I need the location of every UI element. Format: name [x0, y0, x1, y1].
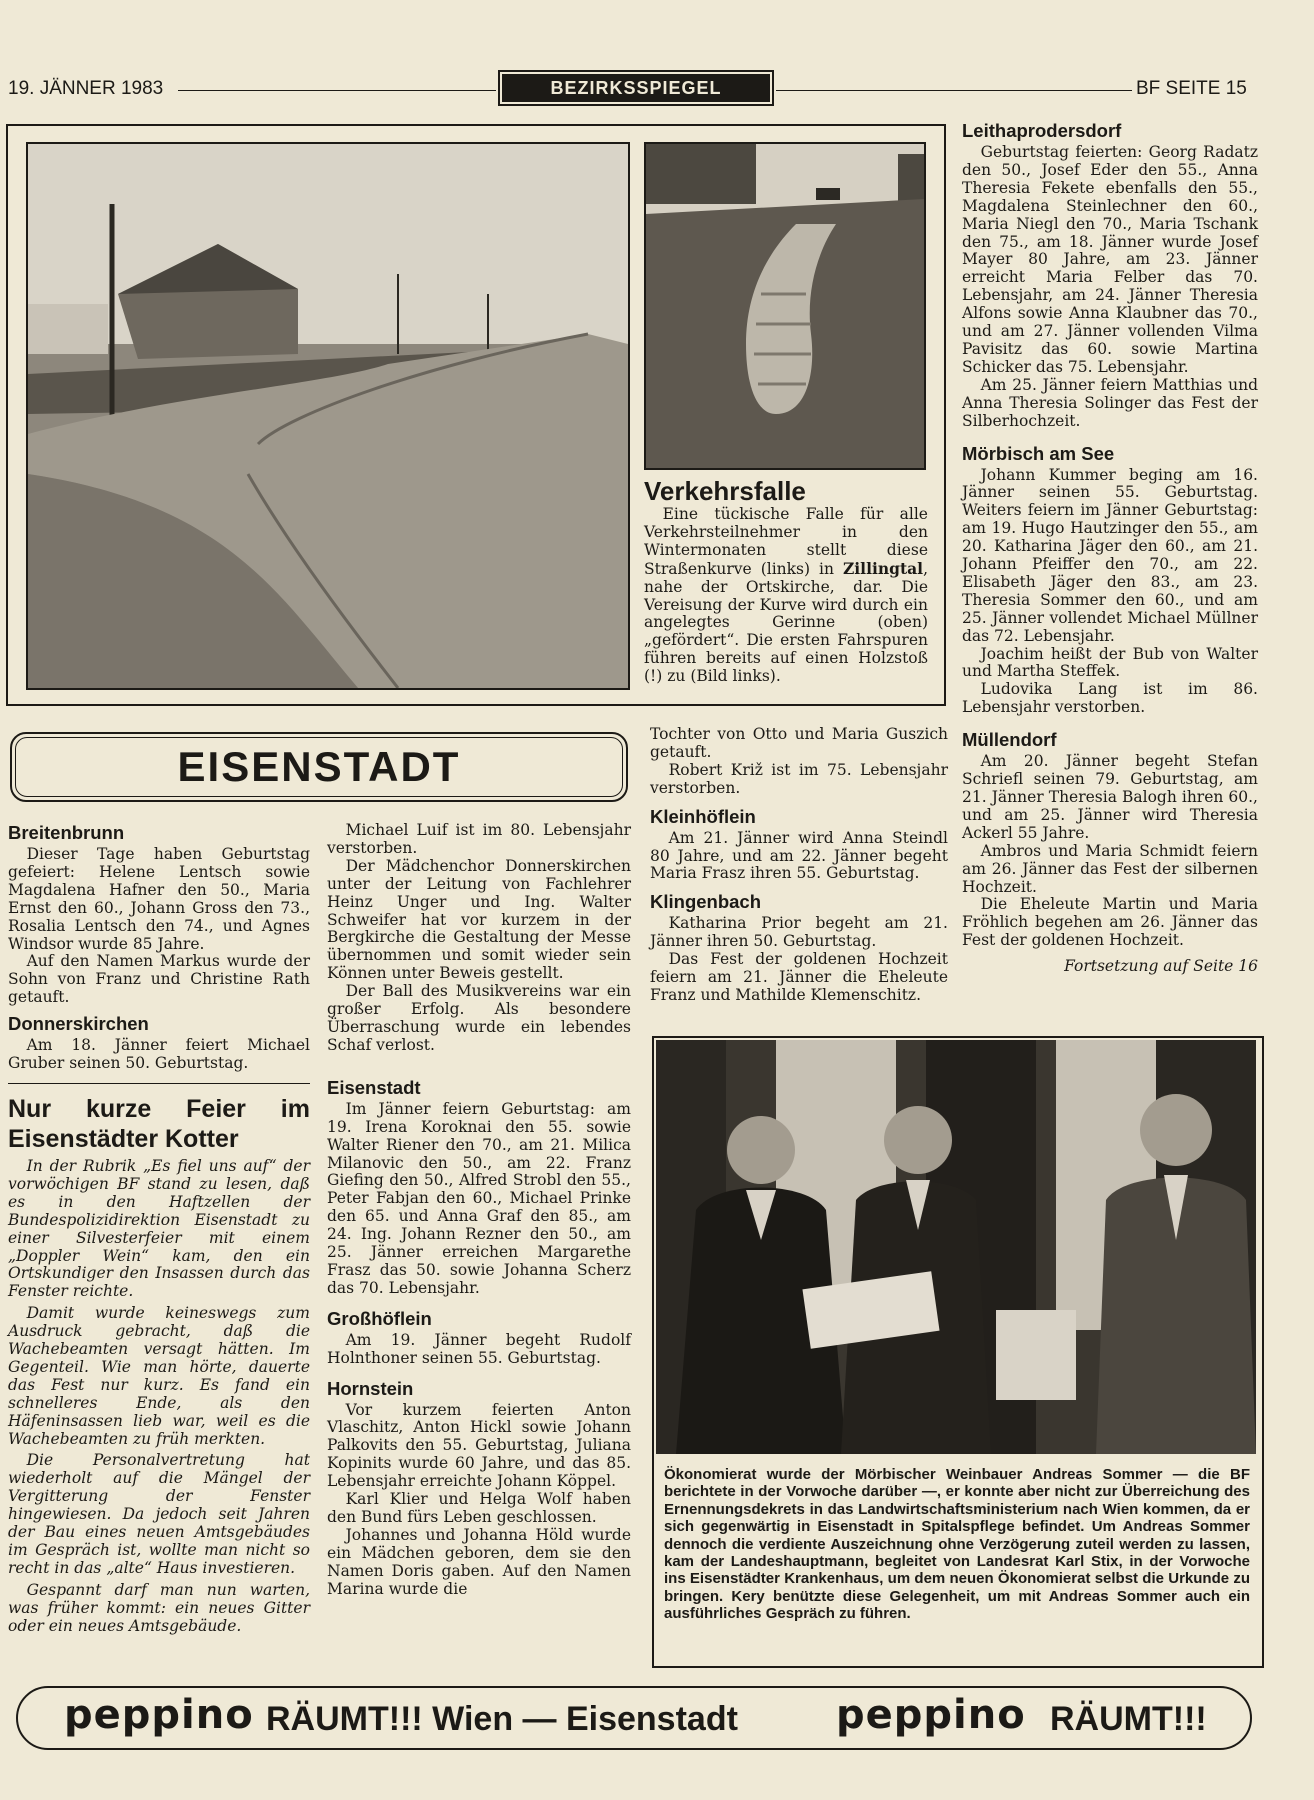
verkehrsfalle-body-1: Eine tückische Falle für alle Verkehrsteilnehmer in den Wintermonaten stellt diese Straßenkurve (links) in	[644, 505, 928, 578]
verkehrsfalle-place: Zillingtal	[842, 558, 924, 578]
gully-photo	[644, 142, 926, 470]
hornstein-paragraph-2: Karl Klier und Helga Wolf haben den Bund fürs Leben geschlossen.	[327, 1490, 631, 1526]
header-rule-left	[178, 90, 496, 91]
ad-brand-logo-left: peppino	[64, 1692, 254, 1738]
column-3	[650, 726, 948, 1005]
muellendorf-heading: Müllendorf	[962, 729, 1057, 751]
breitenbrunn-paragraph-2: Auf den Namen Markus wurde der Sohn von Franz und Christine Rath getauft.	[8, 952, 310, 1007]
eisenstadt-band-title: EISENSTADT	[15, 737, 623, 797]
ad-text-right: RÄUMT!!!	[1050, 1700, 1207, 1738]
hornstein-paragraph-1: Vor kurzem feierten Anton Vlaschitz, Anton Hickl sowie Johann Palkovits den 55. Geburtstag, Juliana Kopinits wurde 60 Jahre, und das 85. Lebensjahr erreichte Johann Köppel.	[327, 1400, 631, 1491]
ad-text-left: RÄUMT!!! Wien — Eisenstadt	[266, 1700, 738, 1738]
award-image	[656, 1040, 1256, 1454]
grosshoeflein-heading: Großhöflein	[327, 1307, 432, 1329]
column-1-divider	[8, 1083, 310, 1084]
award-photo-caption: Ökonomierat wurde der Mörbischer Weinbauer Andreas Sommer — die BF berichtete in der Vorwoche darüber —, er konnte aber nicht zur Überreichung des Ernennungsdekrets in das Landwirtschaftsministerium nach Wien kommen, da er sich gegenwärtig in Eisenstadt in Spitalspflege befindet. Um Andreas Sommer dennoch die verdiente Auszeichnung ohne Verzögerung zuteil werden zu lassen, kam der Landeshauptmann, begleitet von Landesrat Karl Stix, in der Vorwoche ins Eisenstädter Krankenhaus, um dem neuen Ökonomierat selbst die Urkunde zu bringen. Kery benützte diese Gelegenheit, um mit Andreas Sommer auch ein ausführliches Gespräch zu führen.	[664, 1466, 1250, 1623]
continued-note: Fortsetzung auf Seite 16	[1064, 957, 1258, 976]
moerbisch-heading: Mörbisch am See	[962, 442, 1115, 464]
award-photo	[656, 1040, 1256, 1454]
kotter-paragraph-3: Die Personalvertretung hat wiederholt auf die Mängel der Vergitterung der Fenster hingewiesen. Da jedoch seit Jahren der Bau eines neuen Amtsgebäudes im Gespräch ist, wollte man nicht so recht in das „alte“ Haus investieren.	[8, 1451, 310, 1577]
hornstein-paragraph-3: Johannes und Johanna Höld wurde ein Mädchen geboren, dem sie den Namen Doris gaben. Auf den Namen Marina wurde die	[327, 1525, 631, 1598]
klingenbach-paragraph-2: Das Fest der goldenen Hochzeit feiern am 21. Jänner die Eheleute Franz und Mathilde Klemenschitz.	[650, 950, 948, 1004]
chor-paragraph: Der Mädchenchor Donnerskirchen unter der Leitung von Fachlehrer Heinz Unger und Ing. Walter Schweifer hat vor kurzem in der Bergkirche die Gestaltung der Messe übernommen und somit wieder sein Können unter Beweis gestellt.	[327, 856, 631, 983]
verkehrsfalle-body-2: , nahe der Ortskirche, dar. Die Vereisung der Kurve wird durch ein angelegtes Gerinne (oben) „gefördert“. Die ersten Fahrspuren führen bereits auf einen Holzstoß (!) zu (Bild links).	[644, 559, 928, 686]
kleinhoeflein-paragraph: Am 21. Jänner wird Anna Steindl 80 Jahre, und am 22. Jänner begeht Maria Frasz ihren 55. Geburtstag.	[650, 828, 948, 883]
moerbisch-paragraph-1: Johann Kummer beging am 16. Jänner seinen 55. Geburtstag. Weiters feiern im Jänner Geburtstag: am 19. Hugo Hautzinger den 55., am 20. Katharina Jäger den 60., am 21. Johann Pfeiffer den 70., am 22. Elisabeth Jäger den 83., am 23. Theresia Sommer den 60., und am 25. Jänner vollendet Michael Müllner das 72. Lebensjahr.	[962, 465, 1258, 645]
muellendorf-paragraph-1: Am 20. Jänner begeht Stefan Schriefl seinen 79. Geburtstag, am 21. Jänner Theresia Balogh ihren 60., und am 25. Jänner wird Theresia Ackerl 55 Jahre.	[962, 752, 1258, 842]
column-1	[8, 822, 310, 1636]
luif-paragraph: Michael Luif ist im 80. Lebensjahr verstorben.	[327, 821, 631, 857]
breitenbrunn-paragraph-1: Dieser Tage haben Geburtstag gefeiert: Helene Lentsch sowie Magdalena Hafner den 50., Maria Ernst den 60., Johann Gross den 73., Rosalia Lentsch den 74., und Agnes Windsor wurde 85 Jahre.	[8, 845, 310, 953]
ball-paragraph: Der Ball des Musikvereins war ein großer Erfolg. Als besondere Überraschung wurde ein lebendes Schaf verlost.	[327, 982, 631, 1054]
verkehrsfalle-title: Verkehrsfalle	[644, 476, 806, 506]
leitha-heading: Leithaprodersdorf	[962, 120, 1122, 141]
leitha-paragraph-2: Am 25. Jänner feiern Matthias und Anna Theresia Solinger das Fest der Silberhochzeit.	[962, 375, 1258, 430]
tochter-paragraph: Tochter von Otto und Maria Guszich getauft.	[650, 725, 948, 761]
kotter-paragraph-2: Damit wurde keineswegs zum Ausdruck gebracht, daß die Wachebeamten versagt hätten. Im Gegenteil. Wie man hörte, dauerte das Fest nur kurz. Es fand ein schnelleres Ende, als den Häfeninsassen lieb war, weil es die Wachebeamten zu früh merkten.	[8, 1304, 310, 1448]
donnerskirchen-heading: Donnerskirchen	[8, 1013, 149, 1035]
donnerskirchen-paragraph: Am 18. Jänner feiert Michael Gruber seinen 50. Geburtstag.	[8, 1036, 310, 1073]
ad-brand-logo-right: peppino	[836, 1692, 1026, 1738]
gully-image	[646, 144, 924, 468]
leitha-paragraph-1: Geburtstag feierten: Georg Radatz den 50., Josef Eder den 55., Anna Theresia Fekete ebenfalls den 55., Magdalena Steinlechner den 60., Maria Niegl den 70., Maria Tschank den 75., am 18. Jänner wurde Josef Mayer 80 Jahre, am 23. Jänner erreicht Maria Felber das 70. Lebensjahr, am 24. Jänner Theresia Alfons sowie Anna Klaubner das 70., und am 27. Jänner vollenden Vilma Pavisitz das 60. sowie Martina Schicker das 75. Lebensjahr.	[962, 143, 1258, 376]
column-2	[327, 822, 631, 1599]
klingenbach-paragraph-1: Katharina Prior begeht am 21. Jänner ihren 50. Geburtstag.	[650, 914, 948, 951]
grosshoeflein-paragraph: Am 19. Jänner begeht Rudolf Holnthoner seinen 55. Geburtstag.	[327, 1330, 631, 1367]
peppino-ad	[16, 1686, 1252, 1750]
kotter-headline: Nur kurze Feier im Eisenstädter Kotter	[8, 1094, 310, 1153]
header-rule-right	[776, 90, 1132, 91]
column-4	[962, 120, 1258, 976]
moerbisch-paragraph-3: Ludovika Lang ist im 86. Lebensjahr verstorben.	[962, 680, 1258, 717]
eisenstadt-band	[10, 732, 628, 802]
issue-date: 19. JÄNNER 1983	[8, 78, 164, 99]
hornstein-heading: Hornstein	[327, 1377, 414, 1399]
road-curve-image	[28, 144, 628, 688]
breitenbrunn-heading: Breitenbrunn	[8, 822, 125, 843]
section-title: BEZIRKSSPIEGEL	[502, 74, 770, 102]
eisenstadt-paragraph: Im Jänner feiern Geburtstag: am 19. Irena Koroknai den 55. sowie Walter Riener den 70., am 21. Milica Milanovic den 50., am 22. Franz Giefing den 50., Alfred Strobl den 55., Peter Fabjan den 60., Michael Prinke den 65. und Anna Graf den 85., am 24. Ing. Johann Rezner den 50., am 25. Jänner erreichen Margarethe Frasz das 50. sowie Johanna Scherz das 70. Lebensjahr.	[327, 1099, 631, 1297]
kleinhoeflein-heading: Kleinhöflein	[650, 805, 756, 827]
verkehrsfalle-article	[644, 476, 934, 686]
moerbisch-paragraph-2: Joachim heißt der Bub von Walter und Martha Steffek.	[962, 644, 1258, 681]
page-number: BF SEITE 15	[1136, 78, 1247, 99]
road-curve-photo	[26, 142, 630, 690]
eisenstadt-heading: Eisenstadt	[327, 1076, 421, 1098]
section-masthead	[498, 70, 774, 106]
klingenbach-heading: Klingenbach	[650, 891, 762, 913]
kotter-paragraph-4: Gespannt darf man nun warten, was früher kommt: ein neues Gitter oder ein neues Amtsgebäude.	[8, 1580, 310, 1635]
kriz-paragraph: Robert Križ ist im 75. Lebensjahr verstorben.	[650, 760, 948, 797]
muellendorf-paragraph-3: Die Eheleute Martin und Maria Fröhlich begehen am 26. Jänner das Fest der goldenen Hochzeit.	[962, 895, 1258, 950]
kotter-paragraph-1: In der Rubrik „Es fiel uns auf“ der vorwöchigen BF stand zu lesen, daß es in den Haftzellen der Bundespolizidirektion Eisenstadt zu einer Silvesterfeier mit einem „Doppler Wein“ kam, den ein Ortskundiger den Insassen durch das Fenster reichte.	[8, 1156, 310, 1301]
muellendorf-paragraph-2: Ambros und Maria Schmidt feiern am 26. Jänner das Fest der silbernen Hochzeit.	[962, 841, 1258, 896]
